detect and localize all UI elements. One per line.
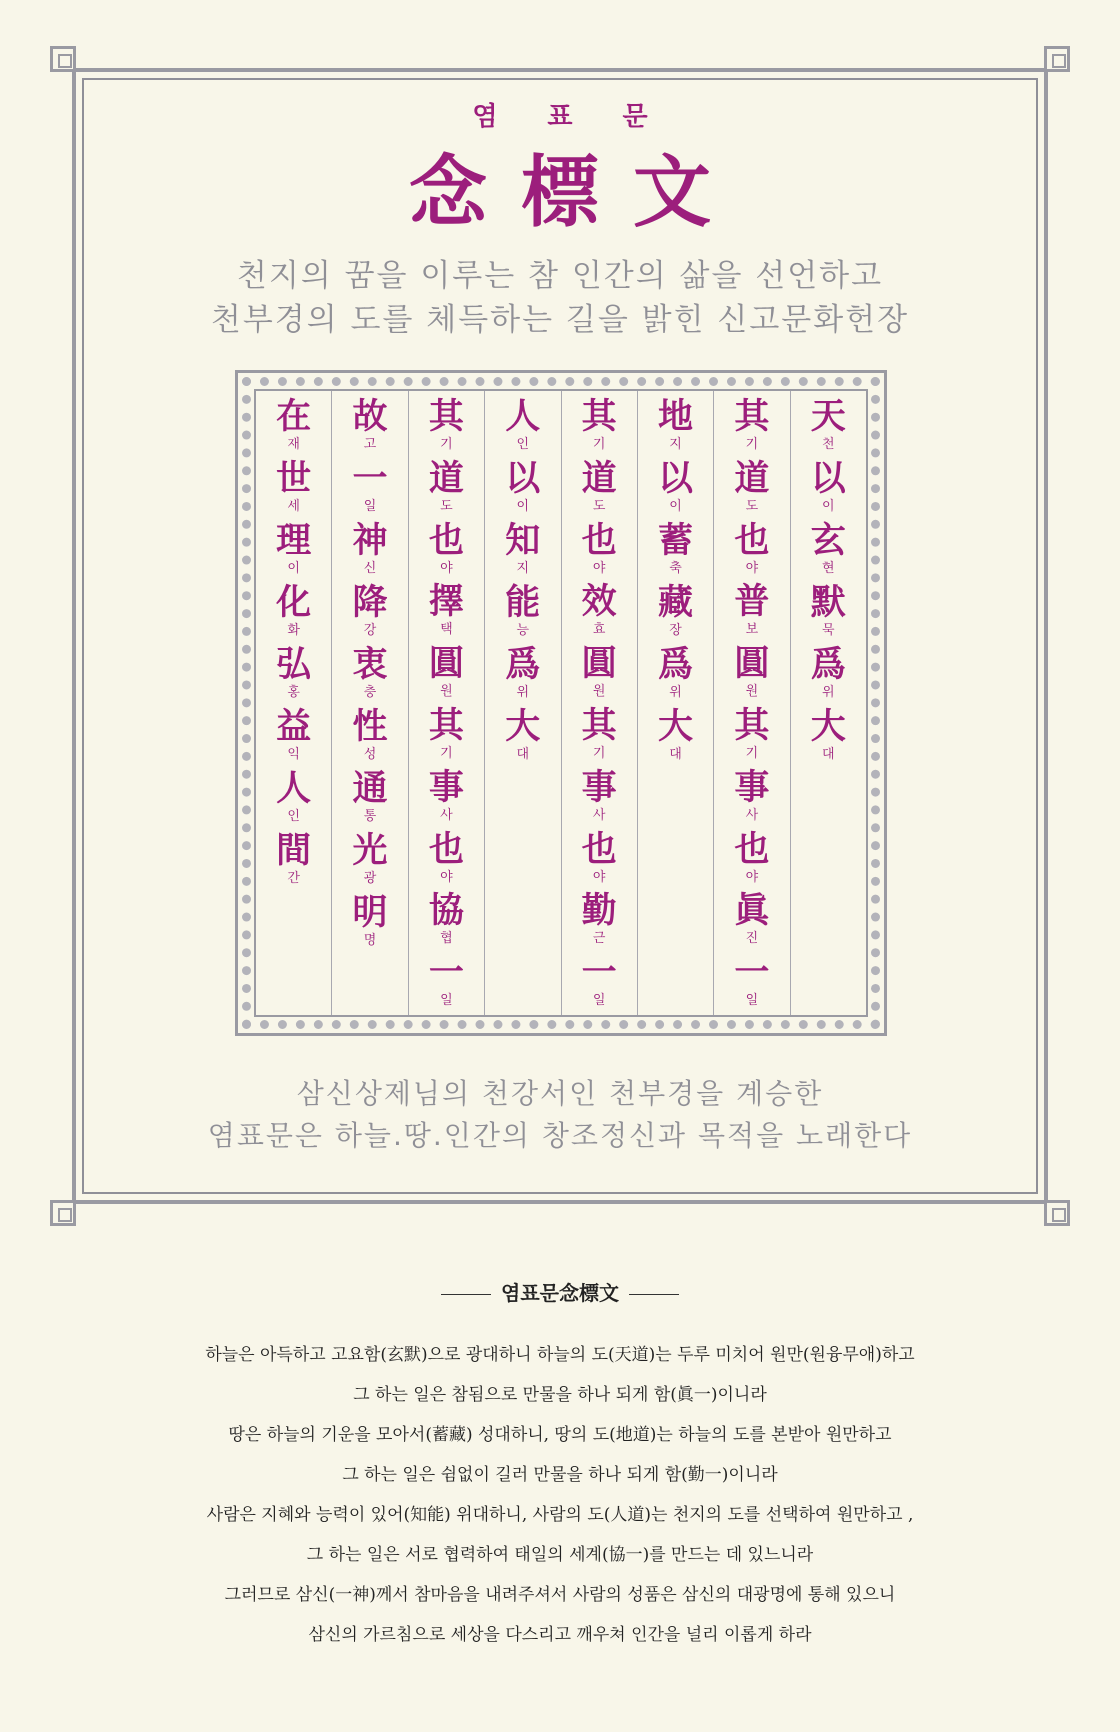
hangul-reading: 이 [822, 499, 835, 514]
hanja-character: 蓄 [658, 520, 694, 561]
hanja-character: 其 [428, 396, 464, 437]
verse-character [582, 953, 617, 1015]
hangul-reading: 야 [745, 560, 759, 576]
hangul-reading: 통 [363, 809, 377, 824]
hanja-character: 也 [428, 519, 464, 561]
bottom-caption: 삼신상제님의 천강서인 천부경을 계승한 [296, 1077, 824, 1110]
hanja-character: 道 [428, 457, 464, 499]
hangul-reading: 원 [592, 684, 606, 700]
verse-character [505, 521, 540, 583]
hangul-reading: 사 [745, 807, 759, 823]
hangul-reading: 기 [440, 745, 453, 761]
verse-character [429, 830, 464, 892]
translation-line: 하늘은 아득하고 고요함(玄默)으로 광대하니 하늘의 도(天道)는 두루 미치어 원만(원융무애)하고 [205, 1345, 915, 1365]
hangul-reading: 일 [440, 993, 453, 1009]
verse-character [658, 521, 693, 583]
verse-character [353, 831, 388, 893]
hanja-character: 人 [505, 396, 541, 437]
hanja-character: 天 [810, 396, 846, 437]
translation-line: 그 하는 일은 서로 협력하여 태일의 세계(協一)를 만드는 데 있느니라 [306, 1545, 814, 1565]
hangul-reading: 보 [745, 622, 759, 638]
verse-character [429, 521, 464, 583]
verse-character [276, 831, 311, 893]
verse-character [734, 830, 769, 892]
hangul-reading: 기 [440, 437, 453, 452]
verse-character [276, 397, 311, 459]
hanja-character: 理 [276, 520, 312, 561]
hangul-reading: 신 [363, 561, 377, 576]
verse-column [713, 391, 789, 1015]
hanja-character: 大 [658, 706, 694, 747]
hangul-reading: 현 [822, 561, 835, 576]
hangul-reading: 기 [592, 437, 606, 452]
hanja-character: 大 [505, 706, 541, 747]
hanja-character: 明 [352, 892, 388, 933]
hangul-reading: 기 [745, 745, 759, 761]
hangul-reading: 협 [440, 931, 453, 947]
hanja-character: 圓 [581, 643, 617, 685]
verse-character [734, 891, 769, 953]
translation-line: 사람은 지혜와 능력이 있어(知能) 위대하니, 사람의 도(人道)는 천지의 도를 선택하여 원만하고 , [206, 1505, 914, 1525]
verse-character [582, 768, 617, 830]
hanja-character: 眞 [734, 890, 770, 932]
hanja-character: 圓 [734, 643, 770, 685]
hanja-character: 道 [734, 457, 770, 499]
hanja-character: 爲 [658, 644, 694, 685]
verse-character [505, 645, 540, 707]
hanja-character: 擇 [428, 581, 464, 623]
verse-character [505, 459, 540, 521]
verse-character [734, 953, 769, 1015]
hanja-character: 一 [352, 458, 388, 499]
hangul-reading: 야 [440, 869, 453, 885]
verse-character [582, 521, 617, 583]
hanja-character: 爲 [505, 644, 541, 685]
hanja-character: 神 [352, 520, 388, 561]
hanja-character: 知 [505, 520, 541, 561]
hangul-reading: 지 [516, 561, 530, 576]
frame-corner [1044, 1200, 1070, 1226]
hangul-reading: 야 [592, 560, 606, 576]
hanja-character: 人 [276, 768, 312, 809]
hangul-reading: 축 [669, 561, 682, 576]
hanja-character: 協 [428, 890, 464, 932]
hangul-reading: 고 [363, 437, 377, 452]
verse-character [429, 459, 464, 521]
verse-character [429, 644, 464, 706]
verse-character [353, 521, 388, 583]
hanja-character: 默 [810, 582, 846, 623]
hangul-reading: 위 [516, 685, 530, 700]
verse-character [658, 583, 693, 645]
hangul-reading: 이 [516, 499, 530, 514]
hangul-reading: 일 [592, 993, 606, 1009]
hangul-reading: 야 [745, 869, 759, 885]
hangul-reading: 위 [822, 685, 835, 700]
verse-character [429, 706, 464, 768]
verse-column [561, 391, 637, 1015]
verse-character [734, 459, 769, 521]
translation-line: 그 하는 일은 참됨으로 만물을 하나 되게 함(眞一)이니라 [353, 1385, 767, 1405]
hanja-character: 一 [581, 952, 617, 994]
hanja-character: 以 [505, 458, 541, 499]
hangul-reading: 지 [669, 437, 682, 452]
hanja-character: 通 [352, 768, 388, 809]
hangul-reading: 세 [287, 499, 300, 514]
verse-character [276, 769, 311, 831]
verse-character [734, 644, 769, 706]
hanja-character: 效 [581, 581, 617, 623]
hangul-reading: 기 [592, 745, 606, 761]
verse-character [582, 706, 617, 768]
hangul-reading: 천 [822, 437, 835, 452]
hanja-character: 其 [428, 704, 464, 746]
hangul-reading: 간 [287, 871, 300, 886]
verse-column [331, 391, 407, 1015]
verse-character [353, 707, 388, 769]
hanja-character: 能 [505, 582, 541, 623]
verse-panel [235, 370, 887, 1036]
hanja-character: 其 [734, 704, 770, 746]
verse-column [484, 391, 560, 1015]
verse-character [353, 583, 388, 645]
hangul-reading: 도 [440, 498, 453, 514]
hanja-character: 地 [658, 396, 694, 437]
verse-character [734, 706, 769, 768]
hanja-character: 也 [581, 519, 617, 561]
verse-column [637, 391, 713, 1015]
page-title: 念標文 [408, 147, 745, 238]
translation-line: 삼신의 가르침으로 세상을 다스리고 깨우쳐 인간을 널리 이롭게 하라 [308, 1625, 812, 1645]
hangul-reading: 이 [287, 561, 300, 576]
verse-character [734, 397, 769, 459]
hanja-character: 降 [352, 582, 388, 623]
verse-column [256, 391, 331, 1015]
hangul-reading: 도 [745, 498, 759, 514]
hangul-reading: 일 [745, 993, 759, 1009]
hanja-character: 勤 [581, 890, 617, 932]
verse-character [734, 521, 769, 583]
hanja-character: 其 [734, 396, 770, 437]
verse-character [582, 644, 617, 706]
hangul-reading: 사 [440, 807, 453, 823]
verse-character [353, 459, 388, 521]
hanja-character: 爲 [810, 644, 846, 685]
hangul-reading: 대 [822, 747, 835, 762]
hanja-character: 一 [734, 952, 770, 994]
hanja-character: 世 [276, 458, 312, 499]
hanja-character: 玄 [810, 520, 846, 561]
hangul-reading: 성 [363, 747, 377, 762]
hangul-reading: 대 [669, 747, 682, 762]
hanja-character: 光 [352, 830, 388, 871]
verse-character [276, 645, 311, 707]
translation-line: 그러므로 삼신(一神)께서 참마음을 내려주셔서 사람의 성품은 삼신의 대광명에 통해 있으니 [224, 1585, 896, 1605]
hanja-character: 弘 [276, 644, 312, 685]
verse-character [582, 582, 617, 644]
hangul-reading: 익 [287, 747, 300, 762]
hanja-character: 化 [276, 582, 312, 623]
hanja-character: 在 [276, 396, 312, 437]
hanja-character: 一 [428, 952, 464, 994]
hanja-character: 大 [810, 706, 846, 747]
verse-character [353, 893, 388, 955]
translation-line: 그 하는 일은 쉼없이 길러 만물을 하나 되게 함(勤一)이니라 [342, 1465, 778, 1485]
translation-line: 땅은 하늘의 기운을 모아서(蓄藏) 성대하니, 땅의 도(地道)는 하늘의 도를 본받아 원만하고 [228, 1425, 892, 1445]
hangul-reading: 홍 [287, 685, 300, 700]
hanja-character: 也 [581, 828, 617, 870]
hangul-reading: 능 [516, 623, 530, 638]
hangul-reading: 원 [745, 684, 759, 700]
hangul-reading: 재 [287, 437, 300, 452]
hangul-reading: 화 [287, 623, 300, 638]
hanja-character: 性 [352, 706, 388, 747]
hanja-character: 普 [734, 581, 770, 623]
hanja-character: 藏 [658, 582, 694, 623]
verse-character [811, 583, 846, 645]
hangul-reading: 광 [363, 871, 377, 886]
hanja-character: 也 [734, 828, 770, 870]
verse-character [429, 891, 464, 953]
hangul-reading: 장 [669, 623, 682, 638]
verse-column [790, 391, 866, 1015]
verse-character [811, 521, 846, 583]
verse-character [276, 583, 311, 645]
hangul-reading: 근 [592, 931, 606, 947]
verse-column [408, 391, 484, 1015]
bottom-caption: 염표문은 하늘.땅.인간의 창조정신과 목적을 노래한다 [207, 1119, 913, 1152]
verse-character [429, 768, 464, 830]
verse-character [811, 645, 846, 707]
verse-character [658, 707, 693, 769]
verse-grid [254, 389, 868, 1017]
hangul-reading: 충 [363, 685, 377, 700]
hanja-character: 以 [810, 458, 846, 499]
hangul-reading: 강 [363, 623, 377, 638]
hangul-reading: 야 [440, 560, 453, 576]
verse-character [505, 397, 540, 459]
hanja-character: 事 [428, 766, 464, 808]
verse-character [734, 768, 769, 830]
hanja-character: 其 [581, 704, 617, 746]
hangul-reading: 기 [745, 437, 759, 452]
translation-heading [0, 1277, 1120, 1306]
hangul-reading: 인 [516, 437, 530, 452]
hangul-reading: 인 [287, 809, 300, 824]
hanja-character: 以 [658, 458, 694, 499]
hangul-reading: 진 [745, 931, 759, 947]
verse-character [658, 397, 693, 459]
frame-corner [50, 1200, 76, 1226]
verse-character [429, 397, 464, 459]
hangul-reading: 묵 [822, 623, 835, 638]
verse-character [429, 953, 464, 1015]
verse-character [353, 645, 388, 707]
verse-character [658, 645, 693, 707]
hanja-character: 圓 [428, 643, 464, 685]
hangul-reading: 효 [592, 622, 606, 638]
verse-character [429, 582, 464, 644]
hanja-character: 其 [581, 396, 617, 437]
frame-corner [1044, 46, 1070, 72]
hangul-reading: 사 [592, 807, 606, 823]
verse-character [811, 459, 846, 521]
verse-character [353, 769, 388, 831]
subtitle-line: 천부경의 도를 체득하는 길을 밝힌 신고문화헌장 [210, 302, 910, 338]
verse-character [582, 397, 617, 459]
translation-heading-text: 염표문念標文 [501, 1281, 619, 1305]
hanja-character: 事 [734, 766, 770, 808]
hangul-reading: 일 [363, 499, 377, 514]
hanja-character: 也 [734, 519, 770, 561]
hangul-reading: 원 [440, 684, 453, 700]
hangul-reading: 도 [592, 498, 606, 514]
subtitle-line: 천지의 꿈을 이루는 참 인간의 삶을 선언하고 [236, 258, 884, 294]
verse-character [276, 459, 311, 521]
hanja-character: 間 [276, 830, 312, 871]
hangul-reading: 대 [516, 747, 530, 762]
verse-character [658, 459, 693, 521]
hangul-reading: 명 [363, 933, 377, 948]
verse-character [505, 583, 540, 645]
verse-character [811, 707, 846, 769]
hanja-character: 益 [276, 706, 312, 747]
hanja-character: 也 [428, 828, 464, 870]
verse-character [505, 707, 540, 769]
verse-character [276, 707, 311, 769]
hangul-reading: 택 [440, 622, 453, 638]
verse-character [582, 830, 617, 892]
verse-character [582, 891, 617, 953]
hanja-character: 道 [581, 457, 617, 499]
hangul-reading: 야 [592, 869, 606, 885]
hangul-reading: 이 [669, 499, 682, 514]
hanja-character: 故 [352, 396, 388, 437]
verse-character [276, 521, 311, 583]
title-reading: 염표문 [472, 102, 698, 132]
hanja-character: 衷 [352, 644, 388, 685]
hangul-reading: 위 [669, 685, 682, 700]
hanja-character: 事 [581, 766, 617, 808]
verse-character [353, 397, 388, 459]
verse-character [734, 582, 769, 644]
verse-character [582, 459, 617, 521]
verse-character [811, 397, 846, 459]
frame-corner [50, 46, 76, 72]
